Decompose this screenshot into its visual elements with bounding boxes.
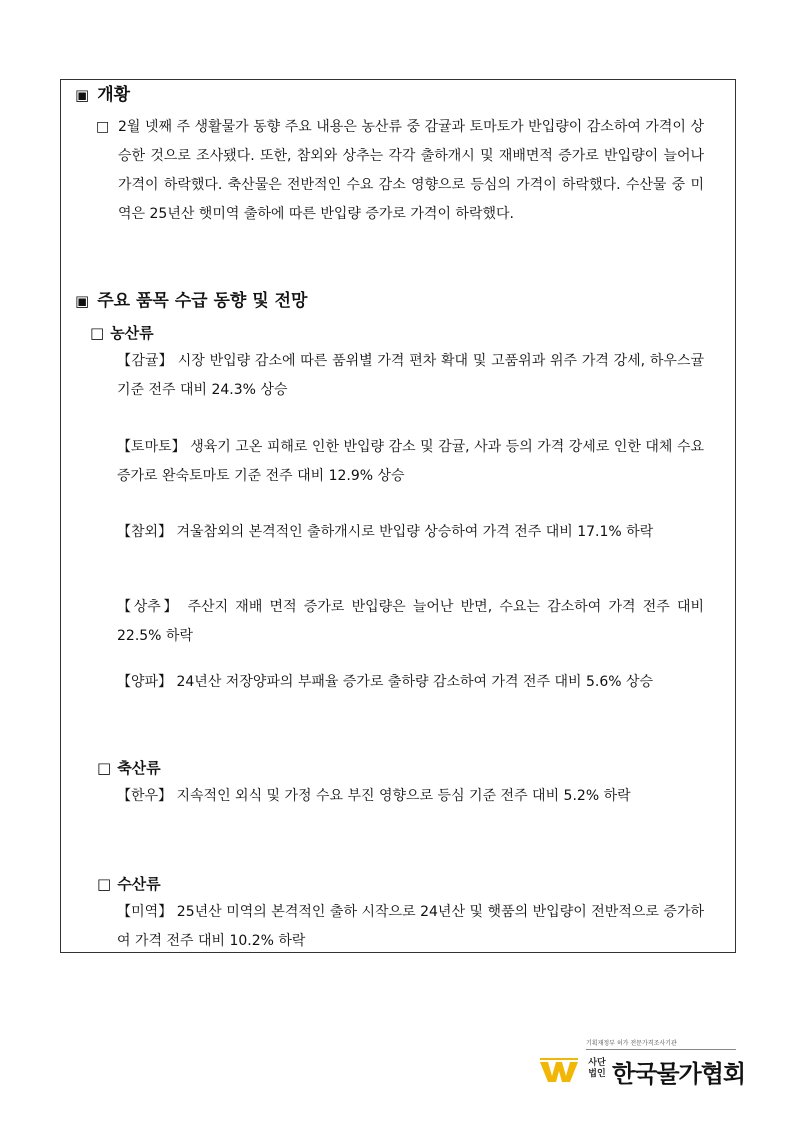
group-title: 농산류 xyxy=(110,324,154,342)
item-onion: 【양파】 24년산 저장양파의 부패율 증가로 출하량 감소하여 가격 전주 대비 5.6% 상승 xyxy=(117,674,654,690)
item-tomato: 【토마토】 생육기 고온 피해로 인한 반입량 감소 및 감귤, 사과 등의 가격 강세로 인한 대체 수요 증가로 완숙토마토 기준 전주 대비 12.9% 상승 xyxy=(117,439,704,484)
item-seaweed: 【미역】 25년산 미역의 본격적인 출하 시작으로 24년산 및 햇품의 반입량이 전반적으로 증가하여 가격 전주 대비 10.2% 하락 xyxy=(117,904,704,949)
checkbox-bullet-icon: □ xyxy=(90,324,105,342)
group-title: 축산류 xyxy=(117,759,161,777)
item-lettuce: 【상추】 주산지 재배 면적 증가로 반입량은 늘어난 반면, 수요는 감소하여 가격 전주 대비 22.5% 하락 xyxy=(117,599,704,644)
checkbox-bullet-icon: □ xyxy=(97,759,112,777)
section-heading-outlook xyxy=(75,290,307,312)
section-title: 개황 xyxy=(97,85,131,105)
section-title: 주요 품목 수급 동향 및 전망 xyxy=(97,291,308,311)
org-name: 한국물가협회 xyxy=(612,1060,746,1088)
footer-tagline: 기획재정부 허가 전문가격조사기관 xyxy=(586,1038,736,1050)
checkbox-bullet-icon: □ xyxy=(97,875,112,893)
item-melon: 【참외】 겨울참외의 본격적인 출하개시로 반입량 상승하여 가격 전주 대비 17.1% 하락 xyxy=(117,524,654,540)
item-tangerine: 【감귤】 시장 반입량 감소에 따른 품위별 가격 편차 확대 및 고품위과 위주 가격 강세, 하우스귤 기준 전주 대비 24.3% 상승 xyxy=(117,353,704,398)
overview-paragraph xyxy=(96,113,704,229)
section-heading-overview xyxy=(75,84,130,106)
org-prefix: 사단법인 xyxy=(588,1058,606,1079)
item-hanwoo: 【한우】 지속적인 외식 및 가정 수요 부진 영향으로 등심 기준 전주 대비 5.2% 하락 xyxy=(117,788,631,804)
kpa-logo-icon xyxy=(540,1058,578,1084)
checkbox-bullet-icon: □ xyxy=(96,119,110,135)
footer-logo xyxy=(540,1030,746,1090)
group-heading-agri xyxy=(90,323,154,343)
group-title: 수산류 xyxy=(117,875,161,893)
section-mark-icon: ▣ xyxy=(75,292,90,310)
group-heading-fishery xyxy=(97,874,161,894)
section-mark-icon: ▣ xyxy=(75,86,90,104)
overview-text: 2월 넷째 주 생활물가 동향 주요 내용은 농산류 중 감귤과 토마토가 반입량이 감소하여 가격이 상승한 것으로 조사됐다. 또한, 참외와 상추는 각각 출하개시 및 재배면적 증가로 반입량이 늘어나 가격이 하락했다. 축산물은 전반적인 수요 감소 영향으로 등심의 가격이 하락했다. 수산물 중 미역은 25년산 햇미역 출하에 따른 반입량 증가로 가격이 하락했다. xyxy=(118,119,704,222)
group-heading-livestock xyxy=(97,758,161,778)
